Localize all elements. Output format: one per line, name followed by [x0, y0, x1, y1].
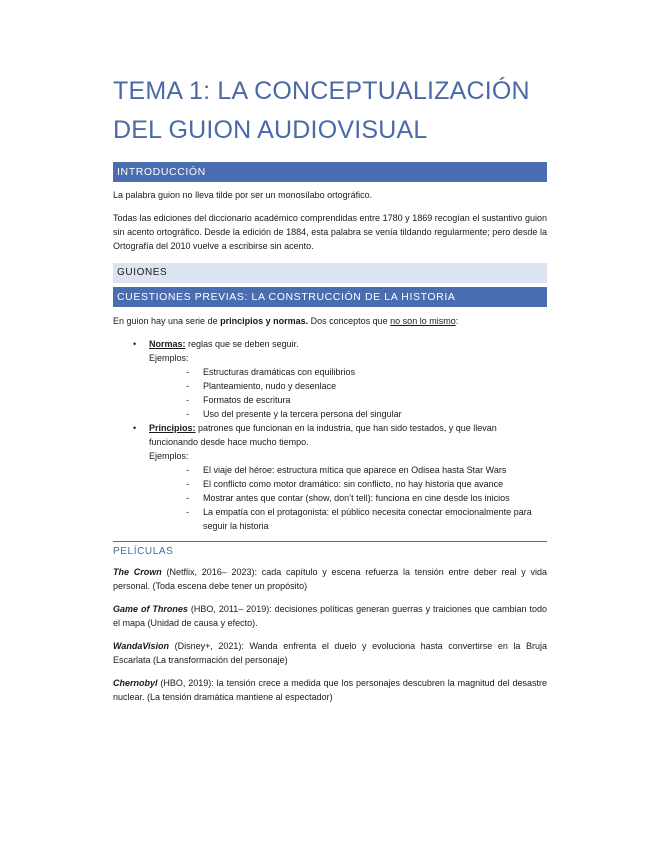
title-line-2: DEL GUION AUDIOVISUAL	[113, 116, 428, 144]
example-text: Estructuras dramáticas con equilibrios	[203, 367, 356, 377]
example-text: La empatía con el protagonista: el público necesita conectar emocionalmente para seguir la historia	[203, 507, 532, 531]
pelicula-item-game-of-thrones	[113, 602, 547, 630]
dash-icon: -	[186, 493, 189, 503]
pelicula-item-the-crown	[113, 565, 547, 593]
section-heading-introduccion: INTRODUCCIÓN	[113, 162, 547, 182]
dash-icon: -	[186, 367, 189, 377]
list-item	[113, 407, 547, 421]
cuestiones-intro	[113, 314, 547, 328]
list-item	[113, 463, 547, 477]
dash-icon: -	[186, 395, 189, 405]
list-item	[113, 505, 547, 533]
intro-bold: principios y normas.	[220, 316, 309, 326]
bullet-icon: •	[133, 339, 137, 349]
list-item-normas	[113, 337, 547, 351]
section-heading-peliculas: PELÍCULAS	[113, 546, 174, 557]
section-heading-guiones: GUIONES	[113, 263, 547, 283]
intro-paragraph-2: Todas las ediciones del diccionario académico comprendidas entre 1780 y 1869 recogían el sustantivo guion sin acento ortográfico. Desde la edición de 1884, esta palabra se venía tildando regularmente; pero desde la Ortografía del 2010 vuelve a escribirse sin acento.	[113, 213, 547, 251]
example-text: Mostrar antes que contar (show, don’t tell): funciona en cine desde los inicios	[203, 493, 510, 503]
pelicula-title: WandaVision	[113, 641, 170, 651]
normas-text: reglas que se deben seguir.	[185, 339, 299, 349]
example-text: Formatos de escritura	[203, 395, 291, 405]
list-item	[113, 393, 547, 407]
list-item-principios	[113, 421, 547, 435]
normas-examples-label: Ejemplos:	[149, 353, 189, 363]
intro-underlined: no son lo mismo	[390, 316, 456, 326]
list-item	[113, 379, 547, 393]
example-text: Uso del presente y la tercera persona del singular	[203, 409, 402, 419]
pelicula-item-chernobyl	[113, 676, 547, 704]
intro-text-b: Dos conceptos que	[308, 316, 391, 326]
section-divider	[113, 541, 547, 542]
principios-examples-label: Ejemplos:	[149, 451, 189, 461]
example-text: El viaje del héroe: estructura mítica que aparece en Odisea hasta Star Wars	[203, 465, 507, 475]
example-text: Planteamiento, nudo y desenlace	[203, 381, 337, 391]
dash-icon: -	[186, 381, 189, 391]
pelicula-title: The Crown	[113, 567, 162, 577]
principios-text-line-2: funcionando desde hace mucho tiempo.	[149, 437, 309, 447]
principios-text-line-1: patrones que funcionan en la industria, que han sido testados, y que llevan	[195, 423, 497, 433]
pelicula-text: (HBO, 2019): la tensión crece a medida que los personajes descubren la magnitud del desastre nuclear. (La tensión dramática mantiene al espectador)	[113, 678, 547, 702]
intro-text-a: En guion hay una serie de	[113, 316, 221, 326]
dash-icon: -	[186, 507, 189, 517]
list-item	[113, 491, 547, 505]
pelicula-title: Chernobyl	[113, 678, 158, 688]
pelicula-text: (Netflix, 2016– 2023): cada capítulo y escena refuerza la tensión entre deber real y vida personal. (Toda escena debe tener un propósito)	[113, 567, 548, 591]
document-page	[113, 0, 547, 704]
list-item	[113, 477, 547, 491]
pelicula-text: (HBO, 2011– 2019): decisiones políticas generan guerras y traiciones que cambian todo el mapa (Unidad de causa y efecto).	[113, 604, 547, 628]
document-title	[113, 72, 547, 150]
pelicula-text: (Disney+, 2021): Wanda enfrenta el duelo y evoluciona hasta convertirse en la Bruja Escarlata (La transformación del personaje)	[113, 641, 547, 665]
section-heading-cuestiones: CUESTIONES PREVIAS: LA CONSTRUCCIÓN DE LA HISTORIA	[113, 287, 547, 307]
dash-icon: -	[186, 465, 189, 475]
intro-paragraph-1: La palabra guion no lleva tilde por ser un monosílabo ortográfico.	[113, 190, 373, 200]
list-item	[113, 365, 547, 379]
example-text: El conflicto como motor dramático: sin conflicto, no hay historia que avance	[203, 479, 504, 489]
normas-term: Normas:	[149, 339, 186, 349]
concept-list	[113, 337, 547, 533]
dash-icon: -	[186, 479, 189, 489]
intro-text-c: :	[455, 316, 459, 326]
pelicula-item-wandavision	[113, 639, 547, 667]
bullet-icon: •	[133, 423, 137, 433]
pelicula-title: Game of Thrones	[113, 604, 188, 614]
title-line-1: TEMA 1: LA CONCEPTUALIZACIÓN	[113, 77, 530, 105]
principios-term: Principios:	[149, 423, 196, 433]
dash-icon: -	[186, 409, 189, 419]
